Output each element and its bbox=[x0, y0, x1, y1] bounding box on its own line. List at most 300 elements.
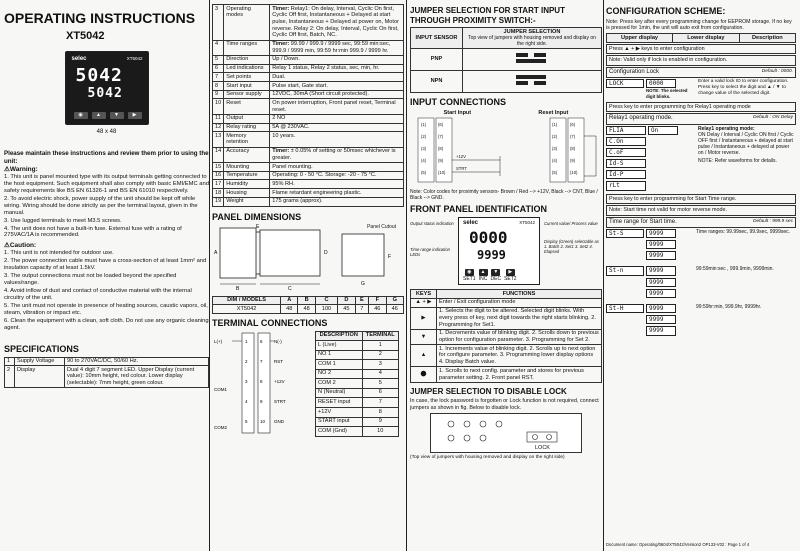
terminal-no: 6 bbox=[362, 388, 398, 398]
terminal-desc: START input bbox=[316, 417, 363, 427]
range-lower-display: 9999 bbox=[646, 240, 676, 249]
spec-value: 10 years. bbox=[270, 132, 404, 147]
svg-text:(1): (1) bbox=[421, 122, 427, 128]
spec-no: 12 bbox=[213, 123, 224, 132]
terminal-wiring-diagram bbox=[212, 331, 312, 437]
range-lower-display: 9999 bbox=[646, 289, 676, 298]
relay1-default: Default : ON Delay bbox=[753, 115, 793, 121]
terminal-no: 4 bbox=[362, 369, 398, 379]
lock-valid-note: Note: Valid only if lock is enabled in configuration. bbox=[606, 55, 796, 65]
set1-key-label: SET1 bbox=[463, 276, 476, 283]
spec-name: Mounting bbox=[224, 163, 270, 172]
front-panel-brand: selec bbox=[463, 220, 479, 227]
brand-logo: selec bbox=[71, 55, 87, 62]
set2-key-icon[interactable]: ▶ bbox=[128, 112, 142, 119]
start-range-header bbox=[606, 217, 796, 228]
spec-value: Pulse start, Gate start. bbox=[270, 82, 404, 91]
dim-cell: 45 bbox=[338, 305, 355, 314]
dimension-table bbox=[212, 296, 404, 314]
model-title: XT5042 bbox=[66, 29, 105, 42]
caution-item: 3. The output connections must not be loaded beyond the specified values/range. bbox=[4, 273, 177, 287]
front-panel-lower-display: 9999 bbox=[477, 248, 506, 263]
relay1-press-note: Press key to enter programming for Relay1 operating mode bbox=[606, 102, 796, 112]
terminal-desc: NO 1 bbox=[316, 350, 363, 360]
lock-desc: Enter a valid lock ID to enter configuration. Press key to select the digit and ▲ / ▼ to change value of the selected digit. bbox=[698, 79, 789, 96]
config-lock-label: Configuration Lock bbox=[609, 68, 660, 75]
svg-text:(4): (4) bbox=[421, 158, 427, 164]
warning-item: 3. Use lugged terminals to meet M3.5 screws. bbox=[4, 217, 122, 224]
spec-no: 6 bbox=[213, 64, 224, 73]
spec-no: 10 bbox=[213, 99, 224, 114]
spec-name: Humidity bbox=[224, 180, 270, 189]
spec-no: 2 bbox=[5, 366, 15, 388]
relay1-row bbox=[606, 126, 796, 191]
relay1-mode-display: C.oF bbox=[606, 148, 646, 157]
terminal-desc: NO 2 bbox=[316, 369, 363, 379]
set2-key-icon[interactable]: ▶ bbox=[506, 269, 515, 276]
spec-name: Output bbox=[224, 114, 270, 123]
spec-row bbox=[213, 197, 404, 206]
spec-no: 4 bbox=[213, 40, 224, 55]
spec-row bbox=[213, 82, 404, 91]
relay1-mode-display: Id-S bbox=[606, 159, 646, 168]
spec-row bbox=[213, 163, 404, 172]
device-upper-display: 5042 bbox=[75, 64, 123, 86]
terminal-no: 10 bbox=[362, 427, 398, 437]
specifications-title: SPECIFICATIONS bbox=[4, 343, 79, 354]
svg-text:(9): (9) bbox=[438, 158, 444, 164]
spec-value-text: ± 0.05% of setting or 50msec whichever is greater. bbox=[272, 148, 396, 161]
pnp-jumper-diagram bbox=[463, 48, 602, 70]
svg-text:2: 2 bbox=[245, 358, 248, 364]
svg-text:(7): (7) bbox=[438, 134, 444, 140]
caution-title: ⚠Caution: bbox=[4, 242, 37, 250]
config-col-upper: Upper display bbox=[607, 34, 673, 43]
key-function: 1. Selects the digit to be altered. Selected digit blinks. With every press of key, next digit towards the right starts blinking. 2. Programming for Set1. bbox=[437, 307, 602, 329]
jumper-lock-title: JUMPER SELECTION TO DISABLE LOCK bbox=[410, 386, 567, 396]
terminal-desc: COM 1 bbox=[316, 360, 363, 370]
range-row bbox=[606, 229, 796, 261]
range-upper-display: St-H bbox=[606, 304, 644, 313]
spec-name: Direction bbox=[224, 55, 270, 64]
document-footer: Document name: Operating/0604/XT5042/Version2 OP133-V02 : Page 1 of 4 bbox=[606, 541, 750, 547]
key-symbol: ▼ bbox=[411, 329, 437, 344]
relay1-mode-display: Id-P bbox=[606, 170, 646, 179]
spec-no: 3 bbox=[213, 5, 224, 41]
spec-row bbox=[213, 55, 404, 64]
annotation-output-status: Output status indication bbox=[410, 221, 454, 227]
range-lower-display: 9999 bbox=[646, 251, 676, 260]
spec-value: 5A @ 230VAC. bbox=[270, 123, 404, 132]
front-panel-model: XT5042 bbox=[519, 220, 535, 226]
spec-name: Led indications bbox=[224, 64, 270, 73]
dim-c-label: C bbox=[288, 286, 292, 293]
spec-value-text: 99.99 / 999.9 / 9999 sec, 99:59 min:sec, 999.9 / 9999 min, 99:59 hr:min 999.9 / 9999 hr. bbox=[272, 41, 391, 54]
set1-key-icon[interactable]: ◉ bbox=[74, 112, 88, 119]
lock-lower-display: 0000 bbox=[646, 79, 676, 88]
key-symbol: ▲ + ▶ bbox=[411, 298, 437, 307]
spec-name: Temperature bbox=[224, 171, 270, 180]
start-press-note: Press key to enter programming for Start Time range. bbox=[606, 194, 796, 204]
svg-text:GND: GND bbox=[274, 418, 284, 424]
spec-value: 175 grams (approx). bbox=[270, 197, 404, 206]
terminal-desc: COM (Gnd) bbox=[316, 427, 363, 437]
spec-name: Supply Voltage bbox=[15, 357, 65, 366]
jumper-proximity-table bbox=[410, 27, 602, 93]
spec-value: 95% RH. bbox=[270, 180, 404, 189]
start-range-default: Default : 999.9 sec bbox=[753, 218, 793, 224]
caution-list bbox=[4, 250, 209, 331]
dim-header: E bbox=[355, 296, 369, 305]
device-model-label: XT5042 bbox=[126, 55, 143, 61]
svg-text:(5): (5) bbox=[552, 170, 558, 176]
dec-key-icon[interactable]: ▼ bbox=[110, 112, 124, 119]
spec-row bbox=[213, 123, 404, 132]
range-desc: 99:59hr:min, 999.9hr, 9999hr. bbox=[696, 303, 762, 310]
inc-key-icon[interactable]: ▲ bbox=[92, 112, 106, 119]
svg-text:N(-): N(-) bbox=[274, 338, 282, 344]
spec-name: Time ranges bbox=[224, 40, 270, 55]
column-3 bbox=[410, 4, 602, 547]
spec-row bbox=[213, 5, 404, 41]
terminal-desc: L (Live) bbox=[316, 341, 363, 351]
lock-note2: NOTE: The selected digit blinks. bbox=[646, 88, 688, 99]
input-connections-diagram bbox=[410, 116, 602, 186]
lock-label: LOCK bbox=[535, 444, 550, 451]
config-header-table bbox=[606, 33, 796, 43]
inc-key-icon[interactable]: ▲ bbox=[479, 269, 488, 276]
spec-row bbox=[5, 366, 209, 388]
spec-value-title: Timer: bbox=[272, 5, 290, 12]
spec-row bbox=[213, 64, 404, 73]
start-valid-note: Note: Start time not valid for motor reverse mode. bbox=[606, 205, 796, 215]
key-function: 1. Scrolls to next config. parameter and stores for previous parameter setting. 2. Front panel RST. bbox=[437, 367, 602, 382]
config-lock-header bbox=[606, 67, 796, 78]
key-symbol: ▲ bbox=[411, 345, 437, 367]
warning-title: ⚠Warning: bbox=[4, 166, 38, 174]
spec-row bbox=[213, 147, 404, 162]
page-title: OPERATING INSTRUCTIONS bbox=[4, 10, 196, 26]
svg-text:COM2: COM2 bbox=[214, 424, 228, 430]
svg-text:(1): (1) bbox=[552, 122, 558, 128]
spec-row bbox=[213, 132, 404, 147]
svg-text:(2): (2) bbox=[421, 134, 427, 140]
key-symbol: ▶ bbox=[411, 307, 437, 329]
front-panel-title: FRONT PANEL IDENTIFICATION bbox=[410, 204, 547, 215]
spec-no: 7 bbox=[213, 73, 224, 82]
front-panel-upper-display: 0000 bbox=[469, 228, 508, 248]
panel-cutout-label: Panel Cutout bbox=[367, 224, 396, 231]
terminal-desc: +12V bbox=[316, 408, 363, 418]
input-connections-title: INPUT CONNECTIONS bbox=[410, 96, 507, 107]
spec-row bbox=[213, 189, 404, 198]
spec-row bbox=[213, 73, 404, 82]
config-col-lower: Lower display bbox=[673, 34, 740, 43]
caution-item: 6. Clean the equipment with a clean, soft cloth. Do not use any organic cleaning agent. bbox=[4, 317, 209, 331]
svg-text:4: 4 bbox=[245, 398, 248, 404]
range-lower-display: 9999 bbox=[646, 326, 676, 335]
terminal-no: 1 bbox=[362, 341, 398, 351]
svg-text:(9): (9) bbox=[570, 158, 576, 164]
annotation-display-green: Display (Green) selectable as 1. Batch 2. Set1 3. Set2 4. Elapsed bbox=[544, 239, 599, 255]
spec-row bbox=[213, 90, 404, 99]
terminal-header: TERMINAL bbox=[362, 331, 398, 341]
dim-cell: XT5042 bbox=[213, 305, 281, 314]
spec-name: Relay rating bbox=[224, 123, 270, 132]
terminal-table bbox=[315, 331, 399, 437]
range-desc: Time ranges: 99.99sec, 99.9sec, 9999sec. bbox=[696, 228, 791, 235]
svg-text:(6): (6) bbox=[570, 122, 576, 128]
set1-key-icon[interactable]: ◉ bbox=[465, 269, 474, 276]
enter-config-note: Press ▲ + ▶ keys to enter configuration bbox=[606, 44, 796, 54]
dim-cell: 46 bbox=[369, 305, 386, 314]
annotation-time-range: Time range indication LEDs bbox=[410, 247, 450, 258]
relay1-mode-display: FLIA bbox=[606, 126, 646, 135]
dim-header: DIM / MODELS bbox=[213, 296, 281, 305]
panel-dimensions-title: PANEL DIMENSIONS bbox=[212, 211, 302, 222]
set2-key-label: SET2 bbox=[504, 276, 517, 283]
spec-value bbox=[270, 147, 404, 162]
spec-value: Flame retardant engineering plastic. bbox=[270, 189, 404, 198]
svg-text:STRT: STRT bbox=[274, 398, 286, 404]
key-function: Enter / Exit configuration mode bbox=[437, 298, 602, 307]
dim-cell: 46 bbox=[386, 305, 403, 314]
svg-text:7: 7 bbox=[260, 358, 263, 364]
dim-g-label: G bbox=[361, 281, 365, 288]
terminal-connections-title: TERMINAL CONNECTIONS bbox=[212, 317, 328, 328]
relay1-desc-title: Relay1 operating mode: bbox=[698, 125, 755, 132]
spec-value bbox=[270, 5, 404, 41]
dim-header: B bbox=[298, 296, 315, 305]
caution-item: 2. The power connection cable must have a cross-section of at least 1mm² and insulation capacity of at least 1.5kV. bbox=[4, 258, 207, 272]
start-range-title: Time range for Start time. bbox=[609, 218, 677, 225]
spec-value-title: Timer: bbox=[272, 41, 290, 48]
range-lower-display: 9999 bbox=[646, 315, 676, 324]
relay1-note: NOTE: Refer waveforms for details. bbox=[698, 157, 777, 164]
svg-text:+12V: +12V bbox=[274, 378, 285, 384]
spec-no: 8 bbox=[213, 82, 224, 91]
dim-e-label: E bbox=[256, 224, 260, 231]
spec-value: On power interruption, Front panel reset, Terminal reset. bbox=[270, 99, 404, 114]
svg-text:RST: RST bbox=[274, 358, 283, 364]
range-lower-display: 9999 bbox=[646, 266, 676, 275]
svg-text:(3): (3) bbox=[552, 146, 558, 152]
relay1-desc: ON Delay / Interval / Cyclic ON first / Cyclic OFF first / Instantaneous + delayed at start pulse / Instantaneous + delayed at power on / Motor reverse. bbox=[698, 131, 794, 156]
svg-text:(6): (6) bbox=[438, 122, 444, 128]
svg-text:COM1: COM1 bbox=[214, 386, 228, 392]
svg-text:8: 8 bbox=[260, 378, 263, 384]
caution-item: 5. The unit must not operate in presence of heating sources, caustic vapors, oil, steam, vibration or impact etc. bbox=[4, 302, 208, 316]
spec-value: Operating: 0 - 50 °C. Storage: -20 - 75 °C. bbox=[270, 171, 404, 180]
svg-text:(8): (8) bbox=[438, 146, 444, 152]
dim-cell: 7 bbox=[355, 305, 369, 314]
dim-cell: 100 bbox=[315, 305, 337, 314]
spec-name: Set points bbox=[224, 73, 270, 82]
safety-intro: Please maintain these instructions and review them prior to using the unit: bbox=[4, 150, 209, 165]
key-symbol: ⬤ bbox=[411, 367, 437, 382]
config-lock-default: Default : 0000. bbox=[761, 68, 793, 74]
spec-row bbox=[213, 99, 404, 114]
dim-header: G bbox=[386, 296, 403, 305]
functions-header: FUNCTIONS bbox=[437, 290, 602, 299]
jumper-col-sensor: INPUT SENSOR bbox=[411, 28, 463, 49]
relay1-title: Relay1 operating mode. bbox=[609, 115, 673, 122]
terminal-no: 5 bbox=[362, 379, 398, 389]
svg-text:L(+): L(+) bbox=[214, 338, 223, 344]
terminal-desc: RESET input bbox=[316, 398, 363, 408]
range-desc: 99:59min:sec , 999.9min, 9999min. bbox=[696, 266, 774, 273]
spec-value: Dual 4 digit 7 segment LED. Upper Display (current value): 10mm height, red colour. Lower display (selectable): 7mm height, green colour. bbox=[65, 366, 209, 388]
spec-no: 19 bbox=[213, 197, 224, 206]
spec-value: Dual. bbox=[270, 73, 404, 82]
spec-value: Up / Down. bbox=[270, 55, 404, 64]
column-2 bbox=[212, 4, 404, 547]
svg-text:(7): (7) bbox=[570, 134, 576, 140]
dim-cell: 48 bbox=[281, 305, 298, 314]
relay1-mode-display: rLt bbox=[606, 181, 646, 190]
warning-item: 4. The unit does not have a built-in fuse. External fuse with a rating of 275VAC/1A is recommended. bbox=[4, 225, 182, 239]
spec-name: Start input bbox=[224, 82, 270, 91]
inc-key-label: INC bbox=[478, 276, 488, 283]
spec-value bbox=[270, 40, 404, 55]
dim-header: A bbox=[281, 296, 298, 305]
config-title: CONFIGURATION SCHEME: bbox=[606, 6, 726, 16]
input-connections-note: Note: Color codes for proximity sensors- Brown / Red --> +12V, Black --> CNT, Blue / Black --> GND. bbox=[410, 189, 598, 202]
dim-header: D bbox=[338, 296, 355, 305]
spec-name: Sensor supply bbox=[224, 90, 270, 99]
spec-no: 13 bbox=[213, 132, 224, 147]
terminal-desc: COM 2 bbox=[316, 379, 363, 389]
svg-text:3: 3 bbox=[245, 378, 248, 384]
terminal-no: 9 bbox=[362, 417, 398, 427]
lock-jumper-diagram bbox=[430, 413, 582, 453]
range-lower-display: 9999 bbox=[646, 278, 676, 287]
range-upper-display: St-n bbox=[606, 266, 644, 275]
config-lock-row bbox=[606, 79, 796, 99]
terminal-header: DESCRIPTION bbox=[316, 331, 363, 341]
range-row bbox=[606, 266, 796, 298]
dim-a-label: A bbox=[214, 250, 218, 257]
spec-value: 2 NO bbox=[270, 114, 404, 123]
dim-header: C bbox=[315, 296, 337, 305]
terminal-no: 8 bbox=[362, 408, 398, 418]
column-1 bbox=[4, 4, 209, 547]
device-image bbox=[65, 51, 149, 125]
jumper-lock-desc: In case, the lock password is forgotten or Lock function is not required, connect jumpers as shown in fig. Below to disable lock. bbox=[410, 398, 599, 411]
dim-b-label: B bbox=[236, 286, 240, 293]
relay1-lower-display: On bbox=[648, 126, 678, 135]
range-lower-display: 9999 bbox=[646, 304, 676, 313]
spec-row bbox=[213, 180, 404, 189]
jumper-lock-caption: (Top view of jumpers with housing removed and display on the right side) bbox=[410, 455, 565, 461]
spec-row bbox=[213, 40, 404, 55]
dim-header: F bbox=[369, 296, 386, 305]
sensor-type: NPN bbox=[411, 70, 463, 92]
dec-key-label: DEC bbox=[490, 276, 502, 283]
caution-item: 1. This unit is not intended for outdoor use. bbox=[4, 250, 114, 257]
spec-value: Panel mounting. bbox=[270, 163, 404, 172]
spec-name: Weight bbox=[224, 197, 270, 206]
npn-jumper-diagram bbox=[463, 70, 602, 92]
specifications-table-left bbox=[4, 357, 209, 389]
svg-text:(4): (4) bbox=[552, 158, 558, 164]
spec-name: Accuracy bbox=[224, 147, 270, 162]
dim-f-label: F bbox=[388, 254, 392, 261]
caution-item: 4. Avoid inflow of dust and contact of conductive material with the internal circuitry of the unit. bbox=[4, 287, 192, 301]
spec-value: Relay 1 status, Relay 2 status, sec, min, hr. bbox=[270, 64, 404, 73]
svg-text:5: 5 bbox=[245, 418, 248, 424]
range-row bbox=[606, 304, 796, 336]
dec-key-icon[interactable]: ▼ bbox=[491, 269, 500, 276]
spec-row bbox=[213, 114, 404, 123]
jumper-col-selection: JUMPER SELECTION Top view of jumpers with housing removed and display on the right side. bbox=[463, 28, 602, 49]
keys-header: KEYS bbox=[411, 290, 437, 299]
keys-table bbox=[410, 289, 602, 382]
warning-list bbox=[4, 174, 209, 240]
terminal-no: 7 bbox=[362, 398, 398, 408]
spec-no: 5 bbox=[213, 55, 224, 64]
svg-text:+12V: +12V bbox=[456, 154, 466, 160]
caution-icon: ⚠ bbox=[4, 242, 10, 250]
svg-text:(10): (10) bbox=[438, 170, 446, 176]
warning-icon: ⚠ bbox=[4, 166, 10, 174]
front-panel-device bbox=[458, 217, 540, 285]
spec-name: Memory retention bbox=[224, 132, 270, 147]
spec-name: Housing bbox=[224, 189, 270, 198]
sensor-type: PNP bbox=[411, 48, 463, 70]
terminal-no: 2 bbox=[362, 350, 398, 360]
start-input-label: Start Input bbox=[443, 109, 472, 116]
range-upper-display: St-S bbox=[606, 229, 644, 238]
spec-no: 15 bbox=[213, 163, 224, 172]
spec-no: 14 bbox=[213, 147, 224, 162]
key-function: 1. Increments value of blinking digit. 2. Scrolls up to next option for configure parameter. 3. Programming lower display options 4. Display Batch value. bbox=[437, 345, 602, 367]
config-note: Note: Press key after every programming change for EEPROM storage. If no key is pressed for 1min, the unit will auto exit from configuration. bbox=[606, 18, 792, 32]
svg-text:(3): (3) bbox=[421, 146, 427, 152]
svg-text:10: 10 bbox=[260, 418, 266, 424]
spec-no: 11 bbox=[213, 114, 224, 123]
config-col-desc: Description bbox=[739, 34, 795, 43]
spec-name: Reset bbox=[224, 99, 270, 114]
terminal-no: 3 bbox=[362, 360, 398, 370]
spec-no: 9 bbox=[213, 90, 224, 99]
spec-row bbox=[213, 171, 404, 180]
svg-text:(10): (10) bbox=[570, 170, 578, 176]
svg-text:(8): (8) bbox=[570, 146, 576, 152]
spec-no: 17 bbox=[213, 180, 224, 189]
spec-value-title: Timer: bbox=[272, 148, 290, 155]
device-size-label: 48 x 48 bbox=[96, 128, 117, 135]
spec-value: 90 to 270VAC/DC, 50/60 Hz. bbox=[65, 357, 209, 366]
specifications-table-right bbox=[212, 4, 404, 207]
range-lower-display: 9999 bbox=[646, 229, 676, 238]
lock-upper-display: LOCK bbox=[606, 79, 644, 88]
svg-text:(5): (5) bbox=[421, 170, 427, 176]
warning-item: 1. This unit is panel mounted type with its output terminals getting connected to the host equipment. Such equipment shall also comply with basic EMI/EMC and safety requirements like BS EN 61326-1 and BS EN 61010 respectively. bbox=[4, 173, 209, 194]
svg-text:STRT: STRT bbox=[456, 166, 467, 172]
svg-text:9: 9 bbox=[260, 398, 263, 404]
panel-cutout-drawing bbox=[336, 230, 396, 290]
spec-row bbox=[5, 357, 209, 366]
spec-no: 16 bbox=[213, 171, 224, 180]
warning-item: 2. To avoid electric shock, power supply of the unit should be kept off while wiring. Wiring should be done strictly as per the terminal layout, given in the manual. bbox=[4, 195, 198, 216]
device-lower-display: 5042 bbox=[87, 85, 123, 101]
relay1-mode-display: C.On bbox=[606, 137, 646, 146]
spec-name: Display bbox=[15, 366, 65, 388]
svg-text:6: 6 bbox=[260, 338, 263, 344]
svg-text:1: 1 bbox=[245, 338, 248, 344]
jumper-proximity-title: JUMPER SELECTION FOR START INPUT THROUGH PROXIMITY SWITCH:- bbox=[410, 6, 565, 25]
